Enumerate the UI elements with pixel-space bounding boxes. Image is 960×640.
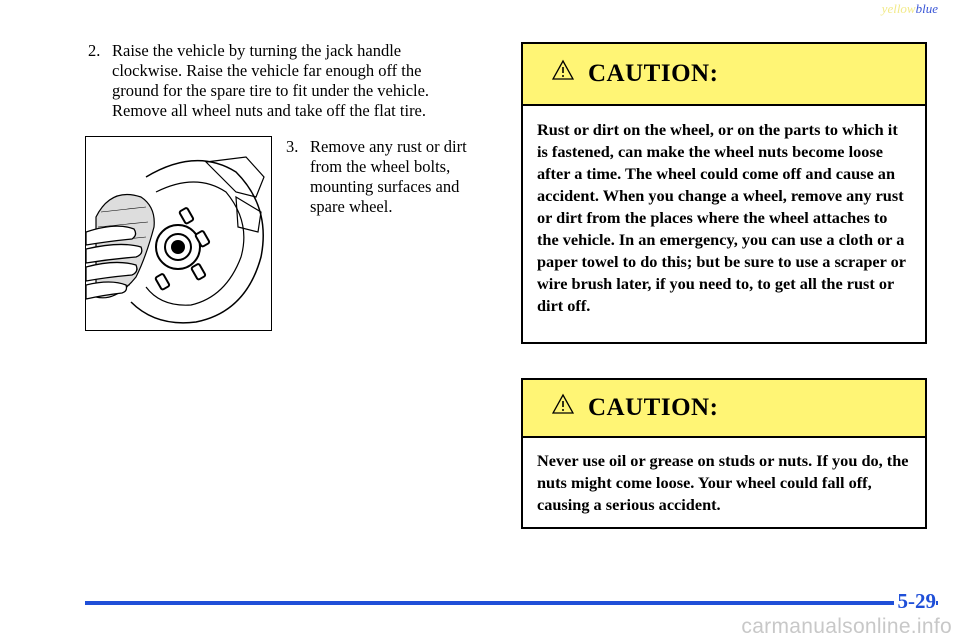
print-color-marker xyxy=(882,1,938,17)
warning-triangle-icon xyxy=(552,59,574,81)
step-text: Raise the vehicle by turning the jack handle clockwise. Raise the vehicle far enough off the ground for the spare tire to fit under the vehicle. Remove all wheel nuts and take off the flat tire. xyxy=(112,41,430,120)
step-number: 3. xyxy=(286,137,299,156)
caution-title: CAUTION: xyxy=(588,60,719,87)
step-number: 2. xyxy=(88,41,101,60)
caution-box-rust xyxy=(521,42,927,344)
caution-title: CAUTION: xyxy=(588,394,719,421)
color-word-yellow: yellow xyxy=(881,1,916,16)
step-3 xyxy=(286,137,476,217)
step-2 xyxy=(88,41,468,121)
caution-box-grease xyxy=(521,378,927,529)
caution-header xyxy=(523,44,925,106)
footer-rule xyxy=(85,601,938,605)
warning-triangle-icon xyxy=(552,393,574,415)
caution-text: Rust or dirt on the wheel, or on the parts to which it is fastened, can make the wheel nuts become loose after a time. The wheel could come off and cause an accident. When you change a wheel, remove any rust or dirt from the places where the wheel attaches to the vehicle. In an emergency, you can use a cloth or a paper towel to do this; but be sure to use a scraper or wire brush later, if you need to, to get all the rust or dirt off. xyxy=(537,120,906,315)
caution-text: Never use oil or grease on studs or nuts. If you do, the nuts might come loose. Your wheel could fall off, causing a serious accident. xyxy=(537,451,909,514)
page-number: 5-29 xyxy=(894,589,937,614)
watermark: carmanualsonline.info xyxy=(741,615,952,638)
wheel-hub-illustration xyxy=(85,136,272,331)
caution-header xyxy=(523,380,925,438)
step-text: Remove any rust or dirt from the wheel bolts, mounting surfaces and spare wheel. xyxy=(310,137,467,216)
color-word-blue: blue xyxy=(915,1,938,16)
hand-cleaning-hub-drawing xyxy=(86,137,271,330)
